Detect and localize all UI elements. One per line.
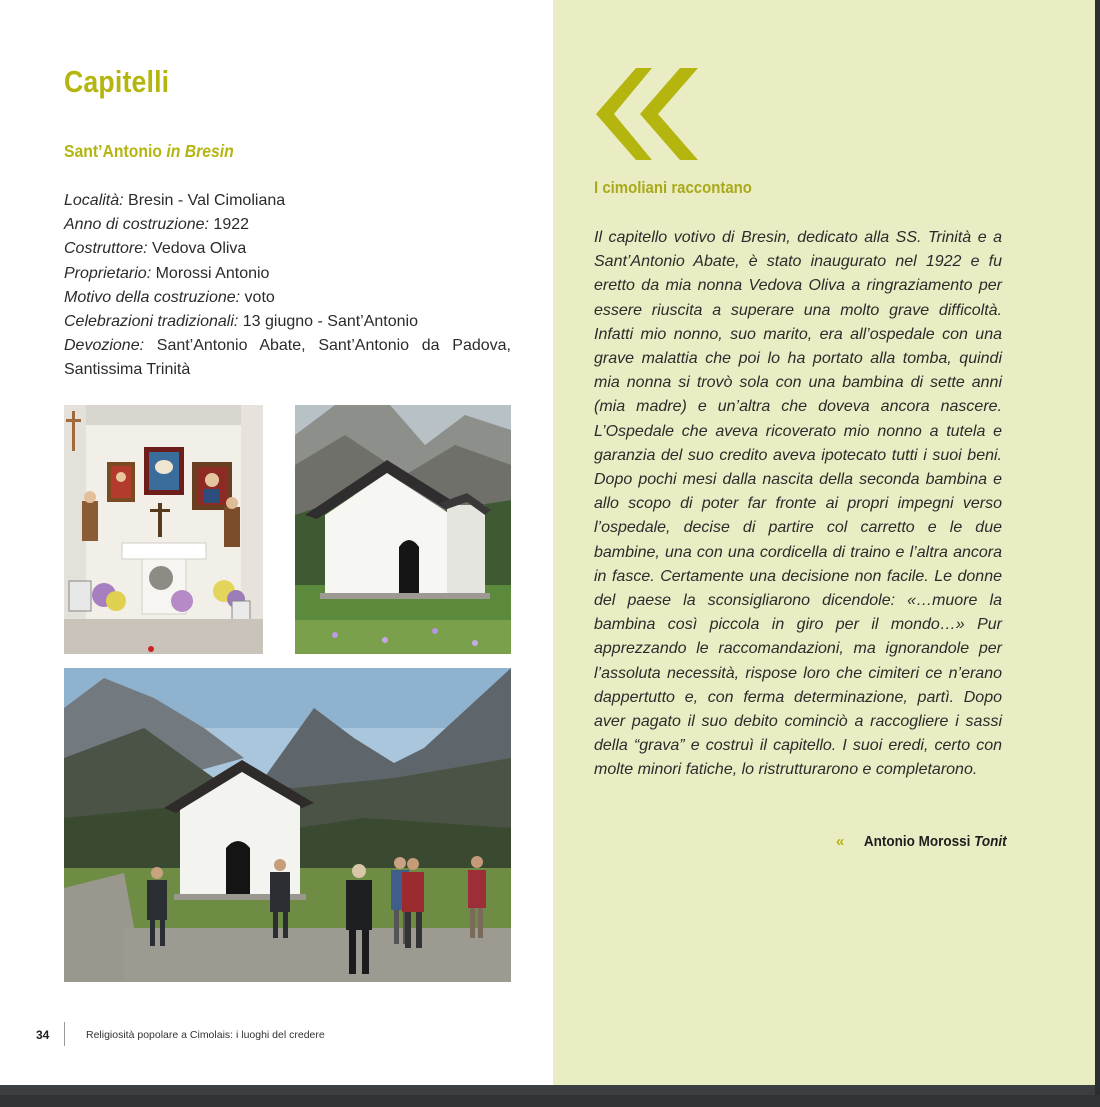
detail-label: Costruttore: (64, 240, 148, 258)
chapel-exterior-photo (295, 405, 511, 654)
footer-divider (64, 1022, 65, 1046)
detail-value: voto (240, 288, 275, 306)
page-edge (1095, 0, 1100, 1095)
detail-value: Morossi Antonio (151, 264, 270, 282)
detail-row-localita (64, 189, 511, 213)
subtitle-main: Sant’Antonio (64, 141, 167, 161)
detail-row-motivo (64, 286, 511, 310)
detail-label: Celebrazioni tradizionali: (64, 313, 239, 331)
chapel-subtitle (64, 141, 234, 162)
author-nickname: Tonit (974, 833, 1007, 850)
detail-row-anno (64, 213, 511, 237)
detail-label: Devozione: (64, 337, 145, 355)
running-footer: Religiosità popolare a Cimolais: i luoghi del credere (86, 1029, 325, 1041)
detail-row-proprietario (64, 262, 511, 286)
detail-value: Bresin - Val Cimoliana (123, 192, 286, 209)
detail-label: Località: (64, 192, 124, 209)
detail-label: Motivo della costruzione: (64, 288, 241, 306)
detail-row-costruttore (64, 237, 511, 261)
testimony-attribution (836, 833, 1007, 850)
viewer-bottom-bar (0, 1095, 1100, 1107)
chapel-interior-photo (64, 405, 263, 654)
valley-group-photo (64, 668, 511, 982)
page-title: Capitelli (64, 64, 170, 99)
detail-value: Vedova Oliva (147, 240, 247, 258)
author-name (864, 833, 1007, 850)
detail-label: Anno di costruzione: (64, 216, 209, 234)
section-heading: I cimoliani raccontano (594, 178, 752, 197)
detail-value: 1922 (208, 216, 250, 234)
subtitle-italic: in Bresin (166, 141, 234, 161)
author-fullname: Antonio Morossi (864, 833, 975, 850)
detail-value: Sant’Antonio Abate, Sant’Antonio da Padova, Santissima Trinità (64, 337, 511, 379)
detail-value: 13 giugno - Sant’Antonio (238, 313, 418, 331)
small-guillemet-icon: « (836, 833, 845, 850)
double-guillemet-left-icon (596, 68, 698, 160)
detail-label: Proprietario: (64, 264, 152, 282)
detail-row-devozione (64, 334, 511, 382)
page-number: 34 (36, 1028, 50, 1042)
chapel-details (64, 189, 511, 383)
testimony-text: Il capitello votivo di Bresin, dedicato alla SS. Trinità e a Sant’Antonio Abate, è stato inaugurato nel 1922 e fu eretto da mia nonna Vedova Oliva a ringraziamento per essere riuscita a superare una molto grave difficoltà. Infatti mio nonno, suo marito, era all’ospedale con una grave malattia che poi lo ha portato alla tomba, quindi mia nonna si trovò sola con una bambina di sette anni (mia madre) e un’altra che doveva ancora nascere. L’Ospedale che aveva ricoverato mio nonno a tutela e garanzia del suo credito aveva ipotecato tutti i suoi beni. Dopo pochi mesi dalla nascita della seconda bambina e allo scopo di poter far fronte ai propri impegni verso l’ospedale, decise di partire col carretto e le due bambine, una con una cordicella di traino e l’altra ancora in fasce. Certamente una decisione non facile. Le donne del paese la sconsigliarono dicendole: «…muore la bambina così piccola in giro per il mondo…» Pur apprezzando le raccomandazioni, ma ignorandole per l’assoluta necessità, rispose loro che cimiteri ce n’erano dappertutto e, con ferma determinazione, partì. Dopo aver pagato il suo debito cominciò a raccogliere i sassi della “grava” e costruì il capitello. I suoi eredi, certo con molte minori fatiche, lo ristrutturarono e completarono. (594, 229, 1002, 779)
detail-row-celebrazioni (64, 310, 511, 334)
